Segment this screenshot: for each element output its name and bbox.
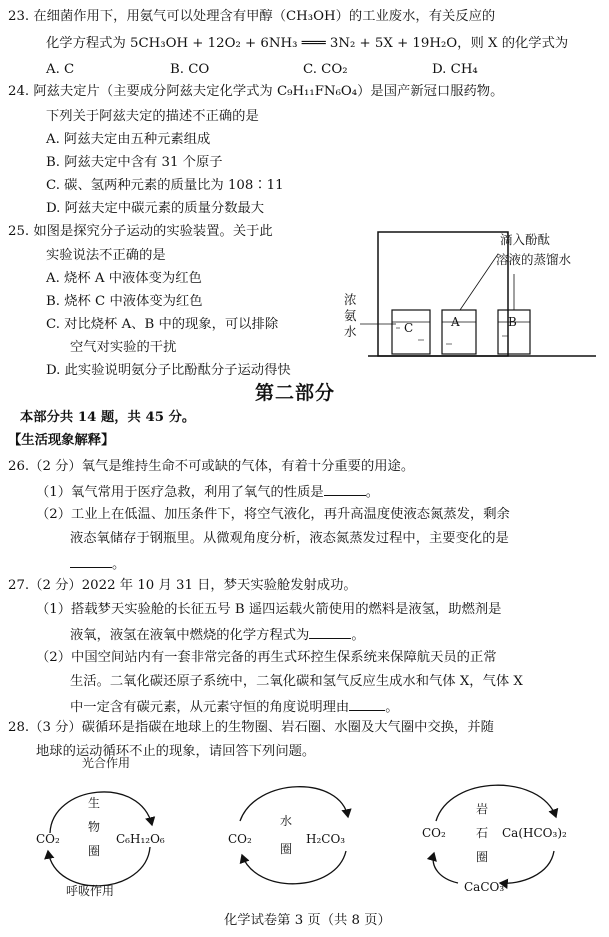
bell-jar bbox=[378, 232, 508, 356]
q27-stem: 27.（2 分）2022 年 10 月 31 日，梦天实验舱发射成功。 bbox=[8, 578, 357, 593]
cycle-biosphere bbox=[36, 755, 165, 898]
label-ammonia-2: 氨 bbox=[344, 308, 357, 323]
cycle3-left: CO₂ bbox=[422, 826, 446, 840]
cycle2-left: CO₂ bbox=[228, 832, 252, 846]
q23-stem-line1: 23. 在细菌作用下，用氨气可以处理含有甲醇（CH₃OH）的工业废水，有关反应的 bbox=[8, 9, 496, 24]
q27-part2-line3 bbox=[70, 699, 399, 714]
cycle3-arrow-right bbox=[500, 851, 554, 883]
cycle2-center-2: 圈 bbox=[280, 842, 293, 856]
q27-part2-end: 。 bbox=[385, 700, 399, 715]
q26-part2-end: 。 bbox=[112, 557, 126, 572]
cycle3-arrow-top bbox=[436, 785, 556, 821]
q23-option-b: B. CO bbox=[170, 62, 210, 77]
q23-stem-line2: 化学方程式为 5CH₃OH + 12O₂ + 6NH₃ ═══ 3N₂ + 5X + 19H₂O，则 X 的化学式为 bbox=[46, 36, 569, 51]
q26-part2-blank[interactable] bbox=[70, 556, 112, 568]
q26-part2-line1: （2）工业上在低温、加压条件下，将空气液化，再升高温度使液态氮蒸发，剩余 bbox=[36, 507, 510, 522]
q28-stem-line2: 地球的运动循环不止的现象，请回答下列问题。 bbox=[36, 744, 316, 759]
q26-part1-end: 。 bbox=[365, 485, 379, 500]
q24-option-a: A. 阿兹夫定由五种元素组成 bbox=[46, 132, 211, 147]
q27-part2-line1: （2）中国空间站内有一套非常完备的再生式环控生保系统来保障航天员的正常 bbox=[36, 650, 497, 665]
q25-stem-line1: 25. 如图是探究分子运动的实验装置。关于此 bbox=[8, 224, 273, 239]
q23-option-d: D. CH₄ bbox=[432, 62, 478, 77]
q25-option-c-cont: 空气对实验的干扰 bbox=[70, 340, 177, 355]
q27-part1-text: 液氧，液氢在液氧中燃烧的化学方程式为 bbox=[70, 628, 310, 643]
cycle2-right: H₂CO₃ bbox=[306, 832, 346, 846]
cycle-hydrosphere bbox=[228, 787, 348, 884]
q24-option-b: B. 阿兹夫定中含有 31 个原子 bbox=[46, 155, 223, 170]
q27-part2-text: 中一定含有碳元素，从元素守恒的角度说明理由 bbox=[70, 700, 350, 715]
q25-stem-line2: 实验说法不正确的是 bbox=[46, 248, 166, 263]
q28-stem-line1: 28.（3 分）碳循环是指碳在地球上的生物圈、岩石圈、水圈及大气圈中交换，并随 bbox=[8, 720, 494, 735]
label-ammonia-1: 浓 bbox=[344, 292, 357, 307]
cycle1-top-label: 光合作用 bbox=[82, 756, 131, 770]
page-footer: 化学试卷第 3 页（共 8 页） bbox=[224, 913, 391, 928]
beaker-a-label: A bbox=[451, 315, 460, 329]
q25-option-c: C. 对比烧杯 A、B 中的现象，可以排除 bbox=[46, 317, 279, 332]
q27-part2-line2: 生活。二氧化碳还原子系统中，二氧化碳和氢气反应生成水和气体 X，气体 X bbox=[70, 674, 523, 689]
cycle2-center-1: 水 bbox=[280, 814, 293, 828]
cycle1-bottom-label: 呼吸作用 bbox=[66, 884, 115, 898]
cycle1-center-3: 圈 bbox=[88, 844, 101, 858]
q26-part1-blank[interactable] bbox=[324, 484, 366, 496]
q24-option-c: C. 碳、氢两种元素的质量比为 108∶11 bbox=[46, 178, 284, 193]
section-label-life: 【生活现象解释】 bbox=[8, 433, 115, 448]
cycle2-arrow-bottom bbox=[242, 851, 346, 884]
cycle3-bottom: CaCO₃ bbox=[464, 880, 505, 894]
beaker-c-label: C bbox=[404, 321, 414, 335]
q26-part1 bbox=[36, 484, 379, 499]
q23-option-c: C. CO₂ bbox=[303, 62, 348, 77]
label-phenolphthalein-2: 溶液的蒸馏水 bbox=[496, 252, 572, 267]
q26-stem: 26.（2 分）氧气是维持生命不可或缺的气体，有着十分重要的用途。 bbox=[8, 459, 415, 474]
part2-title: 第二部分 bbox=[255, 382, 336, 404]
cycle3-center-2: 石 bbox=[476, 826, 489, 840]
cycle2-arrow-top bbox=[240, 787, 348, 821]
cycle3-center-1: 岩 bbox=[476, 802, 489, 816]
q25-option-b: B. 烧杯 C 中液体变为红色 bbox=[46, 294, 203, 309]
cycle3-right: Ca(HCO₃)₂ bbox=[502, 826, 567, 840]
q24-option-d: D. 阿兹夫定中碳元素的质量分数最大 bbox=[46, 201, 265, 216]
beaker-b-label: B bbox=[508, 315, 517, 329]
cycle-lithosphere bbox=[422, 785, 567, 894]
q27-part2-blank[interactable] bbox=[349, 699, 385, 711]
label-ammonia-3: 水 bbox=[344, 324, 357, 339]
cycle1-left: CO₂ bbox=[36, 832, 60, 846]
q24-stem-line1: 24. 阿兹夫定片（主要成分阿兹夫定化学式为 C₉H₁₁FN₆O₄）是国产新冠口服药物。 bbox=[8, 84, 504, 99]
q25-apparatus-figure bbox=[338, 224, 600, 364]
cycle1-center-1: 生 bbox=[88, 796, 101, 810]
q24-stem-line2: 下列关于阿兹夫定的描述不正确的是 bbox=[46, 109, 259, 124]
cycle3-arrow-left bbox=[433, 853, 458, 883]
part2-summary: 本部分共 14 题，共 45 分。 bbox=[20, 410, 196, 425]
label-phenolphthalein-1: 滴入酚酞 bbox=[500, 232, 551, 247]
cycle3-center-3: 圈 bbox=[476, 850, 489, 864]
q27-part1-line1: （1）搭载梦天实验舱的长征五号 B 遥四运载火箭使用的燃料是液氢，助燃剂是 bbox=[36, 602, 502, 617]
q23-option-a: A. C bbox=[46, 62, 75, 77]
cycle1-center-2: 物 bbox=[88, 820, 101, 834]
cycle1-right: C₆H₁₂O₆ bbox=[116, 832, 165, 846]
q27-part1-end: 。 bbox=[351, 628, 365, 643]
q26-part2-line3 bbox=[70, 556, 125, 571]
q26-part2-line2: 液态氧储存于钢瓶里。从微观角度分析，液态氮蒸发过程中，主要变化的是 bbox=[70, 531, 509, 546]
cycle1-arrow-top bbox=[50, 792, 152, 833]
q25-option-a: A. 烧杯 A 中液体变为红色 bbox=[46, 271, 202, 286]
q26-part1-text: （1）氧气常用于医疗急救，利用了氧气的性质是 bbox=[36, 485, 324, 500]
q27-part1-line2 bbox=[70, 627, 365, 642]
q25-option-d: D. 此实验说明氨分子比酚酞分子运动得快 bbox=[46, 363, 291, 378]
carbon-cycle-diagrams bbox=[0, 755, 609, 915]
q27-part1-blank[interactable] bbox=[309, 627, 351, 639]
